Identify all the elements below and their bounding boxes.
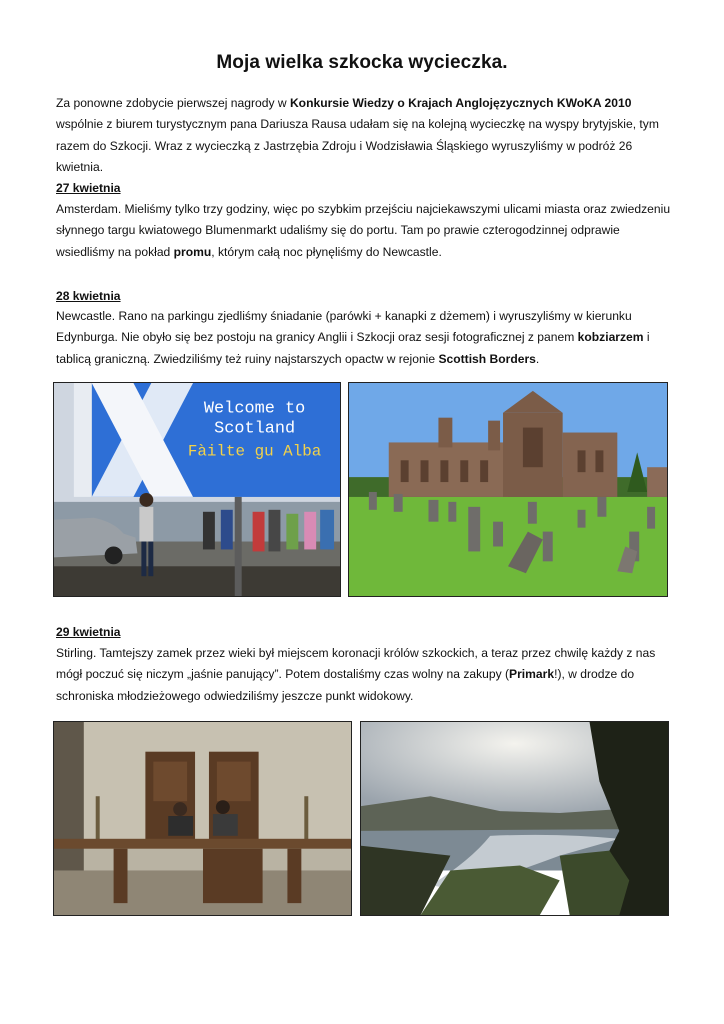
welcome-sign-photo [53, 382, 341, 597]
day-27-paragraph: Amsterdam. Mieliśmy tylko trzy godziny, więc po szybkim przejściu najciekawszymi ulicami miasta oraz zwiedzeniu słynnego targu kwiatowego Blumenmarkt udaliśmy się do portu. Tam po prawie czterogodzinnej odprawie wsiedliśmy na pokład promu, którym całą noc płynęliśmy do Newcastle. [56, 202, 671, 259]
abbey-ruins-photo [348, 382, 668, 597]
ferry-word: promu [173, 244, 212, 259]
intro-paragraph: Za ponowne zdobycie pierwszej nagrody w Konkursie Wiedzy o Krajach Anglojęzycznych KWoKA 2010 wspólnie z biurem turystycznym pana Dariusza Rausa udałam się na kolejną wycieczkę na wyspy brytyjskie, tym razem do Szkocji. Wraz z wycieczką z Jastrzębia Zdroju i Wodzisławia Śląskiego wyruszyliśmy w podróż 26 kwietnia. [56, 96, 659, 175]
sign-line-1: Welcome to [203, 399, 306, 419]
day-29-paragraph: Stirling. Tamtejszy zamek przez wieki był miejscem koronacji królów szkockich, a teraz przez chwilę każdy z nas mógł poczuć się niczym „jaśnie panujący”. Potem dostaliśmy czas wolny na zakupy (Primark!), w drodze do schroniska młodzieżowego odwiedziliśmy jeszcze punkt widokowy. [56, 646, 656, 703]
stirling-thrones-photo [53, 721, 352, 916]
sign-line-3: Fàilte gu Alba [187, 442, 322, 461]
sign-line-2: Scotland [214, 419, 296, 439]
scottish-borders-word: Scottish Borders [438, 351, 536, 366]
loch-viewpoint-photo [360, 721, 669, 916]
page-title: Moja wielka szkocka wycieczka. [216, 52, 508, 73]
day-27-heading: 27 kwietnia [56, 181, 121, 195]
day-28-heading: 28 kwietnia [56, 289, 121, 303]
day-29-heading: 29 kwietnia [56, 625, 121, 639]
day-28-paragraph: Newcastle. Rano na parkingu zjedliśmy śniadanie (parówki + kanapki z dżemem) i wyruszyliśmy w kierunku Edynburga. Nie obyło się bez postoju na granicy Anglii i Szkocji oraz sesji fotograficznej z panem kobziarzem i tablicą graniczną. Zwiedziliśmy też ruiny najstarszych opactw w rejonie Scottish Borders. [56, 309, 650, 366]
contest-name: Konkursie Wiedzy o Krajach Anglojęzycznych KWoKA 2010 [289, 96, 632, 110]
primark-word: Primark [509, 667, 555, 682]
piper-word: kobziarzem [577, 330, 644, 345]
